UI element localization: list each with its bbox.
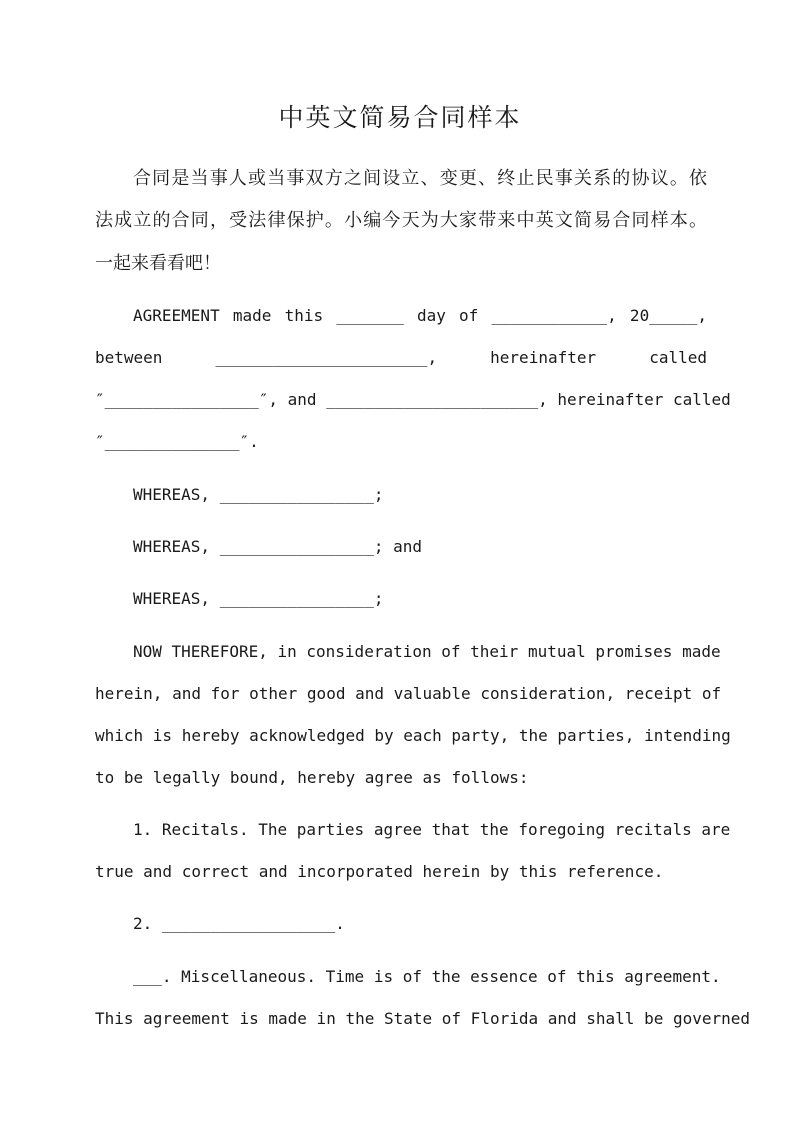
whereas-line-1: WHEREAS, ________________;: [133, 485, 384, 504]
whereas-line-3: WHEREAS, ________________;: [133, 589, 384, 608]
intro-line-2: 法成立的合同，受法律保护。小编今天为大家带来中英文简易合同样本。: [95, 210, 707, 231]
now-therefore-line-4: to be legally bound, hereby agree as follows:: [95, 768, 529, 787]
document-title: 中英文简易合同样本: [278, 103, 522, 132]
agreement-line-1: AGREEMENT made this _______ day of ____________, 20_____,: [133, 306, 707, 325]
agreement-line-2: between ______________________, hereinafter called: [95, 348, 707, 367]
now-therefore-line-1: NOW THEREFORE, in consideration of their mutual promises made: [133, 642, 721, 661]
whereas-line-2: WHEREAS, ________________; and: [133, 537, 422, 556]
now-therefore-line-3: which is hereby acknowledged by each party, the parties, intending: [95, 726, 731, 745]
now-therefore-line-2: herein, and for other good and valuable consideration, receipt of: [95, 684, 722, 703]
agreement-line-4: ″______________″.: [95, 432, 259, 451]
intro-line-3: 一起来看看吧！: [95, 253, 221, 274]
item-2-line: 2. __________________.: [133, 914, 345, 933]
recitals-line-1: 1. Recitals. The parties agree that the foregoing recitals are: [133, 820, 731, 839]
recitals-line-2: true and correct and incorporated herein by this reference.: [95, 862, 664, 881]
miscellaneous-line-2: This agreement is made in the State of Florida and shall be governed: [95, 1009, 751, 1028]
miscellaneous-line-1: ___. Miscellaneous. Time is of the essence of this agreement.: [133, 967, 721, 986]
agreement-line-3: ″________________″, and ______________________, hereinafter called: [95, 390, 731, 409]
intro-line-1: 合同是当事人或当事双方之间设立、变更、终止民事关系的协议。依: [133, 168, 707, 189]
